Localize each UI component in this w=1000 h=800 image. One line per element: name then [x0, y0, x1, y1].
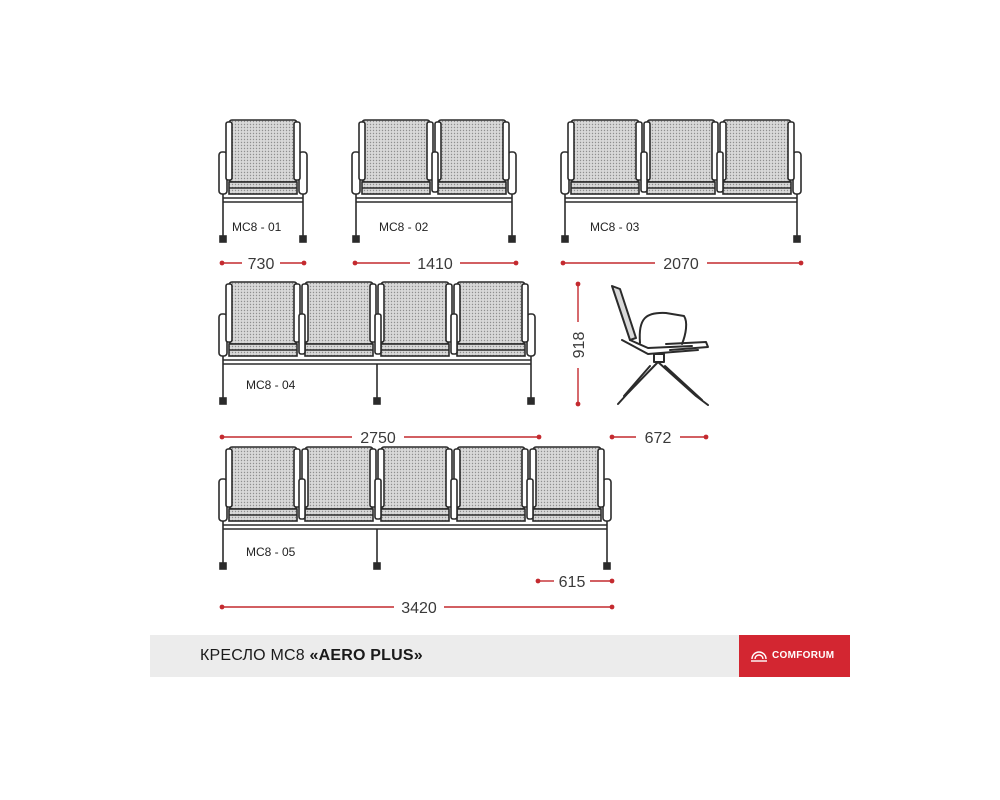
seat-4 [451, 447, 528, 521]
seat-2 [299, 447, 376, 521]
product-model-name: «AERO PLUS» [309, 647, 423, 664]
brand-name: COMFORUM [772, 650, 835, 661]
seat-3 [375, 282, 452, 356]
dim-value-918: 918 [571, 331, 588, 359]
seat-4 [451, 282, 528, 356]
seat-2 [641, 120, 718, 194]
seat-1 [226, 120, 300, 194]
label-mc8-01: MC8 - 01 [232, 220, 282, 234]
sun-logo-icon [750, 649, 768, 663]
label-mc8-05: MC8 - 05 [246, 545, 296, 559]
seat-5 [527, 447, 604, 521]
seat-2 [432, 120, 509, 194]
dim-value-1410: 1410 [417, 256, 453, 273]
label-mc8-03: MC8 - 03 [590, 220, 640, 234]
brand-logo [739, 635, 850, 677]
dim-value-730: 730 [247, 256, 275, 273]
seat-3 [717, 120, 794, 194]
product-title [200, 635, 423, 677]
label-mc8-02: MC8 - 02 [379, 220, 429, 234]
seat-1 [226, 282, 300, 356]
seat-3 [375, 447, 452, 521]
dim-value-615: 615 [558, 574, 586, 591]
dim-value-3420: 3420 [401, 600, 437, 617]
dim-value-672: 672 [644, 430, 672, 447]
footer-bar [150, 635, 850, 677]
seat-1 [226, 447, 300, 521]
dim-value-2070: 2070 [663, 256, 699, 273]
seat-1 [359, 120, 433, 194]
bench-2-seat [352, 120, 516, 242]
product-title-prefix: КРЕСЛО МС8 [200, 647, 310, 664]
dim-value-2750: 2750 [360, 430, 396, 447]
seat-1 [568, 120, 642, 194]
side-view-chair-icon [612, 286, 708, 405]
label-mc8-04: MC8 - 04 [246, 378, 296, 392]
seat-2 [299, 282, 376, 356]
